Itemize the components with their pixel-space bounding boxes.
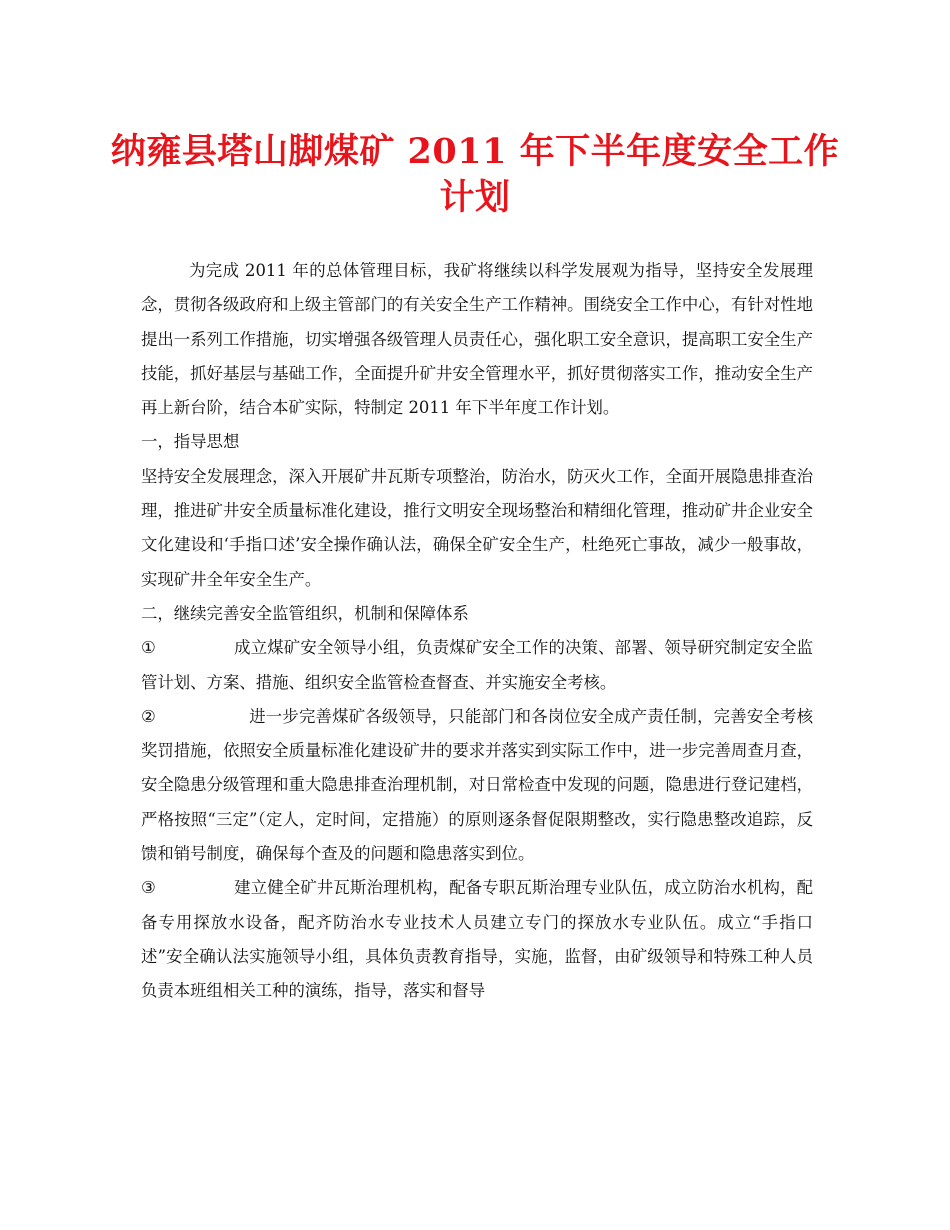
list-item-text: 建立健全矿井瓦斯治理机构，配备专职瓦斯治理专业队伍，成立防治水机构，配备专用探放水设备，配齐防治水专业技术人员建立专门的探放水专业队伍。成立“手指口述”安全确认法实施领导小组，具体负责教育指导，实施，监督，由矿级领导和特殊工种人员负责本班组相关工种的演练，指导，落实和督导 xyxy=(141,878,813,1001)
section-1-paragraph: 坚持安全发展理念，深入开展矿井瓦斯专项整治，防治水，防灭火工作，全面开展隐患排查治理，推进矿井安全质量标准化建设，推行文明安全现场整治和精细化管理，推动矿井企业安全文化建设和‘手指口述’安全操作确认法，确保全矿安全生产，杜绝死亡事故，减少一般事故，实现矿井全年安全生产。 xyxy=(141,466,814,589)
section-2-heading: 二，继续完善安全监管组织，机制和保障体系 xyxy=(141,603,469,623)
list-item xyxy=(141,871,813,1008)
list-item xyxy=(141,631,813,700)
intro-paragraph: 为完成 2011 年的总体管理目标，我矿将继续以科学发展观为指导，坚持安全发展理念，贯彻各级政府和上级主管部门的有关安全生产工作精神。围绕安全工作中心，有针对性地提出一系列工作措施，切实增强各级管理人员责任心，强化职工安全意识，提高职工安全生产技能，抓好基层与基础工作，全面提升矿井安全管理水平，抓好贯彻落实工作，推动安全生产再上新台阶，结合本矿实际，特制定 2011 年下半年度工作计划。 xyxy=(141,261,814,418)
document-title-line-1: 纳雍县塔山脚煤矿 2011 年下半年度安全工作 xyxy=(110,131,840,172)
document-body xyxy=(141,254,813,1009)
list-item xyxy=(141,700,813,871)
section-1-heading: 一，指导思想 xyxy=(141,432,240,452)
list-item-marker: ① xyxy=(141,638,156,658)
list-item-text: 成立煤矿安全领导小组，负责煤矿安全工作的决策、部署、领导研究制定安全监管计划、方案、措施、组织安全监管检查督查、并实施安全考核。 xyxy=(141,638,813,692)
list-item-text: 进一步完善煤矿各级领导，只能部门和各岗位安全成产责任制，完善安全考核奖罚措施，依照安全质量标准化建设矿井的要求并落实到实际工作中，进一步完善周查月查，安全隐患分级管理和重大隐患排查治理机制，对日常检查中发现的问题，隐患进行登记建档，严格按照“三定”（定人，定时间，定措施）的原则逐条督促限期整改，实行隐患整改追踪，反馈和销号制度，确保每个查及的问题和隐患落实到位。 xyxy=(141,706,814,864)
list-item-marker: ② xyxy=(141,706,156,726)
document-title-line-2: 计划 xyxy=(439,177,511,218)
list-item-marker: ③ xyxy=(141,878,156,898)
